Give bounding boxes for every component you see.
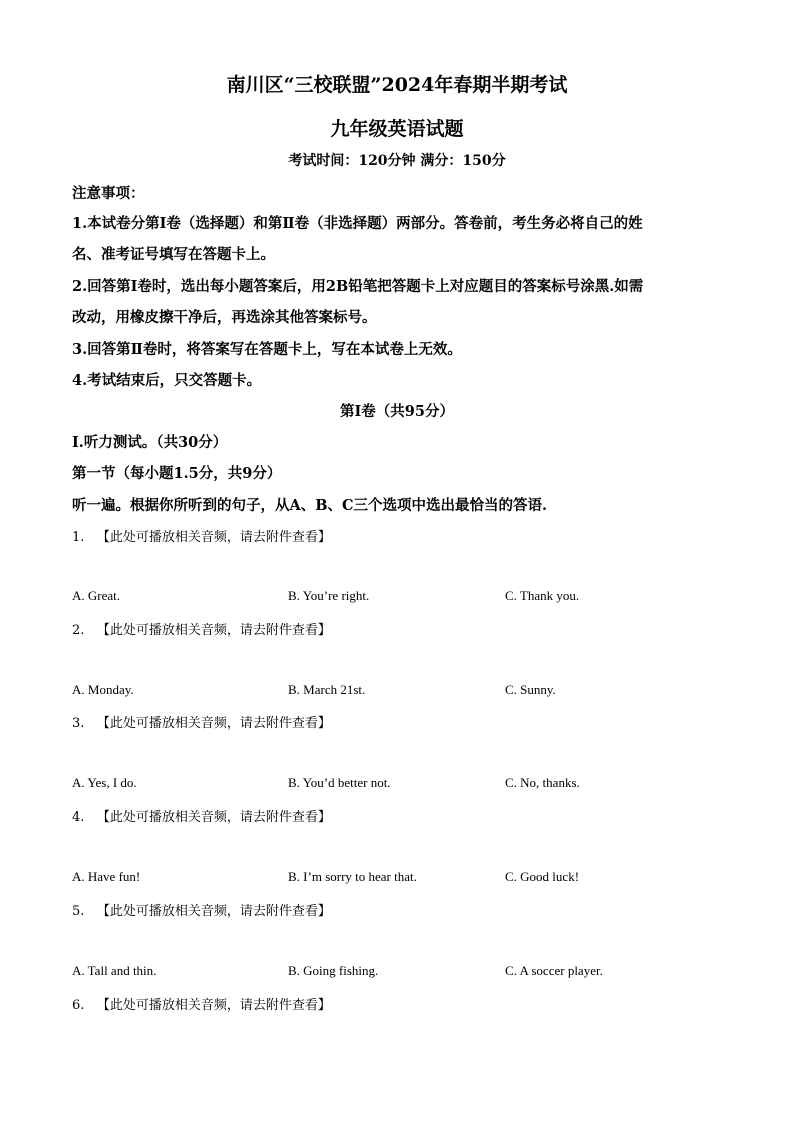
question (72, 526, 331, 545)
note-line: 3.回答第Ⅱ卷时，将答案写在答题卡上，写在本试卷上无效。 (72, 341, 462, 358)
option-b: B. Going fishing. (288, 963, 379, 978)
question (72, 994, 331, 1013)
section-heading: Ⅰ.听力测试。（共30分） (72, 434, 228, 451)
audio-prompt: 【此处可播放相关音频，请去附件查看】 (96, 530, 331, 545)
option-c: C. Sunny. (505, 682, 556, 697)
question-number: 3. (72, 716, 85, 731)
option-a: A. Yes, I do. (72, 775, 137, 790)
subsection-heading: 第一节（每小题1.5分，共9分） (72, 465, 282, 482)
audio-prompt: 【此处可播放相关音频，请去附件查看】 (96, 716, 331, 731)
audio-prompt: 【此处可播放相关音频，请去附件查看】 (96, 810, 331, 825)
question (72, 712, 331, 731)
question-number: 5. (72, 904, 85, 919)
option-a: A. Tall and thin. (72, 963, 157, 978)
question (72, 806, 331, 825)
exam-subtitle: 九年级英语试题 (330, 118, 464, 140)
option-c: C. Thank you. (505, 588, 580, 603)
note-line: 1.本试卷分第Ⅰ卷（选择题）和第Ⅱ卷（非选择题）两部分。答卷前，考生务必将自己的姓 (72, 215, 643, 232)
part-heading: 第Ⅰ卷（共95分） (340, 403, 454, 420)
option-b: B. I’m sorry to hear that. (288, 869, 417, 884)
option-a: A. Monday. (72, 682, 134, 697)
option-a: A. Great. (72, 588, 121, 603)
exam-info: 考试时间：120分钟 满分：150分 (288, 153, 506, 169)
option-c: C. No, thanks. (505, 775, 580, 790)
option-b: B. You’d better not. (288, 775, 391, 790)
audio-prompt: 【此处可播放相关音频，请去附件查看】 (96, 623, 331, 638)
option-c: C. Good luck! (505, 869, 580, 884)
option-c: C. A soccer player. (505, 963, 603, 978)
exam-title: 南川区“三校联盟”2024年春期半期考试 (226, 74, 568, 96)
question (72, 619, 331, 638)
note-line: 2.回答第Ⅰ卷时，选出每小题答案后，用2B铅笔把答题卡上对应题目的答案标号涂黑.如需 (72, 278, 644, 295)
notes-heading: 注意事项： (72, 185, 145, 202)
instruction: 听一遍。根据你所听到的句子，从A、B、C三个选项中选出最恰当的答语. (72, 497, 548, 514)
note-line: 名、准考证号填写在答题卡上。 (72, 246, 275, 263)
option-b: B. You’re right. (288, 588, 370, 603)
question (72, 900, 331, 919)
question-number: 4. (72, 810, 85, 825)
question-number: 2. (72, 623, 85, 638)
note-line: 改动，用橡皮擦干净后，再选涂其他答案标号。 (72, 309, 377, 326)
option-b: B. March 21st. (288, 682, 366, 697)
audio-prompt: 【此处可播放相关音频，请去附件查看】 (96, 904, 331, 919)
question-number: 6. (72, 998, 85, 1013)
option-a: A. Have fun! (72, 869, 141, 884)
question-number: 1. (72, 530, 85, 545)
note-line: 4.考试结束后，只交答题卡。 (72, 372, 262, 389)
audio-prompt: 【此处可播放相关音频，请去附件查看】 (96, 998, 331, 1013)
